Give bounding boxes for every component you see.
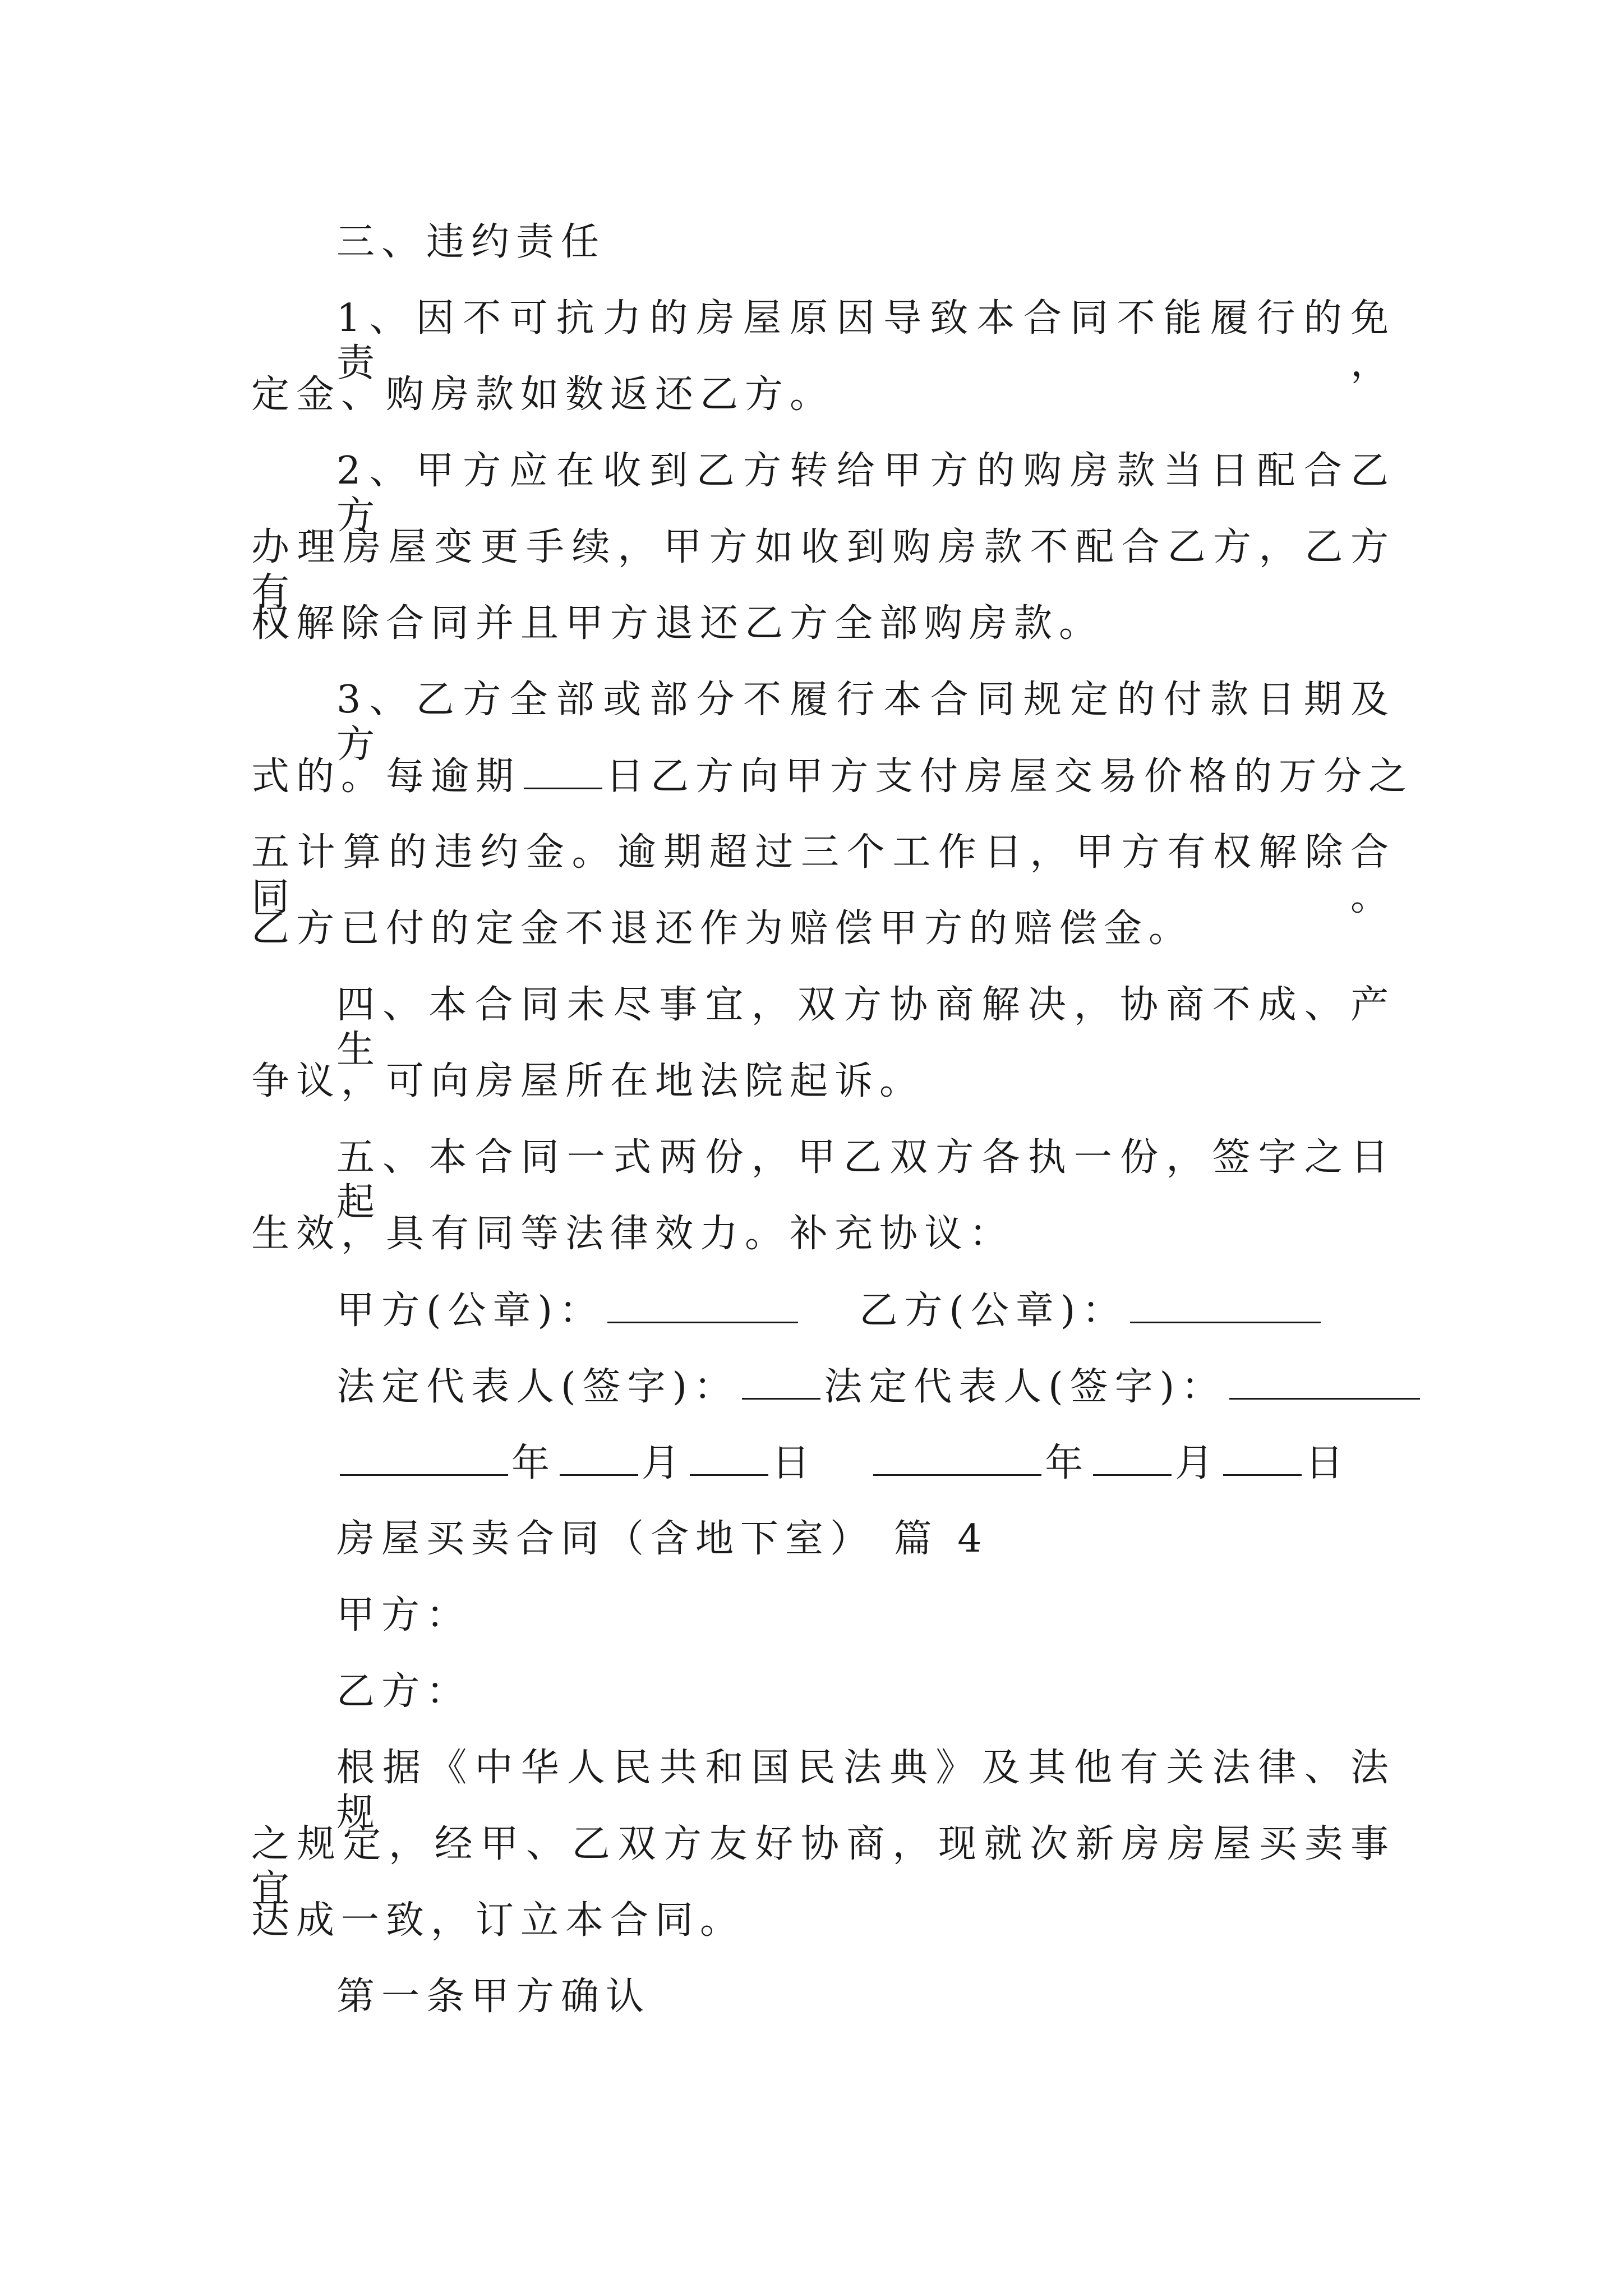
paragraph-line: 四、本合同未尽事宜，双方协商解决，协商不成、产生 (336, 983, 1395, 1072)
paragraph-line: 五计算的违约金。逾期超过三个工作日，甲方有权解除合同。 (251, 830, 1395, 919)
year-label: 年 (1045, 1441, 1090, 1485)
party-a-day-field[interactable] (690, 1441, 768, 1476)
day-label: 日 (1305, 1441, 1350, 1485)
party-a-representative-label: 法定代表人(签字)： (336, 1365, 739, 1409)
section-heading-breach-liability: 三、违约责任 (336, 220, 606, 264)
party-b-month-field[interactable] (1093, 1441, 1172, 1476)
month-label: 月 (642, 1441, 687, 1485)
year-label: 年 (511, 1441, 557, 1485)
paragraph-line: 争议，可向房屋所在地法院起诉。 (251, 1059, 925, 1103)
contract-title: 房屋买卖合同（含地下室） 篇 4 (336, 1517, 989, 1561)
paragraph-line: 定金、购房款如数返还乙方。 (251, 372, 835, 417)
party-a-seal-label: 甲方(公章)： (336, 1289, 605, 1333)
party-b-year-field[interactable] (873, 1441, 1041, 1476)
party-a-month-field[interactable] (560, 1441, 638, 1476)
party-b-seal-label: 乙方(公章)： (859, 1289, 1127, 1333)
party-b-representative-field[interactable] (1229, 1364, 1420, 1400)
paragraph-line: 2、甲方应在收到乙方转给甲方的购房款当日配合乙方 (336, 449, 1395, 538)
day-label: 日 (772, 1441, 817, 1485)
paragraph-line: 乙方已付的定金不退还作为赔偿甲方的赔偿金。 (251, 907, 1194, 951)
paragraph-text: 式的。每逾期 (251, 754, 521, 799)
party-b-label: 乙方： (336, 1669, 472, 1714)
party-b-representative-label: 法定代表人(签字)： (824, 1365, 1227, 1409)
paragraph-line: 办理房屋变更手续，甲方如收到购房款不配合乙方，乙方有 (251, 525, 1395, 614)
party-a-seal-field[interactable] (607, 1288, 798, 1323)
party-a-label: 甲方： (336, 1593, 472, 1637)
paragraph-line: 1、因不可抗力的房屋原因导致本合同不能履行的免责， (336, 296, 1395, 385)
party-b-seal-field[interactable] (1130, 1288, 1321, 1323)
month-label: 月 (1175, 1441, 1220, 1485)
paragraph-line: 之规定，经甲、乙双方友好协商，现就次新房房屋买卖事宜 (251, 1822, 1395, 1911)
paragraph-line (251, 754, 1414, 799)
paragraph-line: 达成一致，订立本合同。 (251, 1898, 745, 1943)
paragraph-text: 日乙方向甲方支付房屋交易价格的万分之 (606, 754, 1414, 799)
date-row (336, 1441, 1481, 1486)
article-one-heading: 第一条甲方确认 (336, 1975, 651, 2019)
paragraph-line: 生效，具有同等法律效力。补充协议： (251, 1212, 1015, 1256)
paragraph-line: 根据《中华人民共和国民法典》及其他有关法律、法规 (336, 1746, 1395, 1835)
legal-representative-row (336, 1364, 1481, 1410)
paragraph-line: 权解除合同并且甲方退还乙方全部购房款。 (251, 601, 1104, 646)
party-b-day-field[interactable] (1223, 1441, 1302, 1476)
paragraph-line: 3、乙方全部或部分不履行本合同规定的付款日期及方 (336, 678, 1395, 767)
days-blank-field[interactable] (524, 754, 602, 789)
signature-seal-row (336, 1288, 1481, 1333)
party-a-representative-field[interactable] (742, 1364, 820, 1400)
paragraph-line: 五、本合同一式两份，甲乙双方各执一份，签字之日起 (336, 1135, 1395, 1225)
party-a-year-field[interactable] (340, 1441, 508, 1476)
